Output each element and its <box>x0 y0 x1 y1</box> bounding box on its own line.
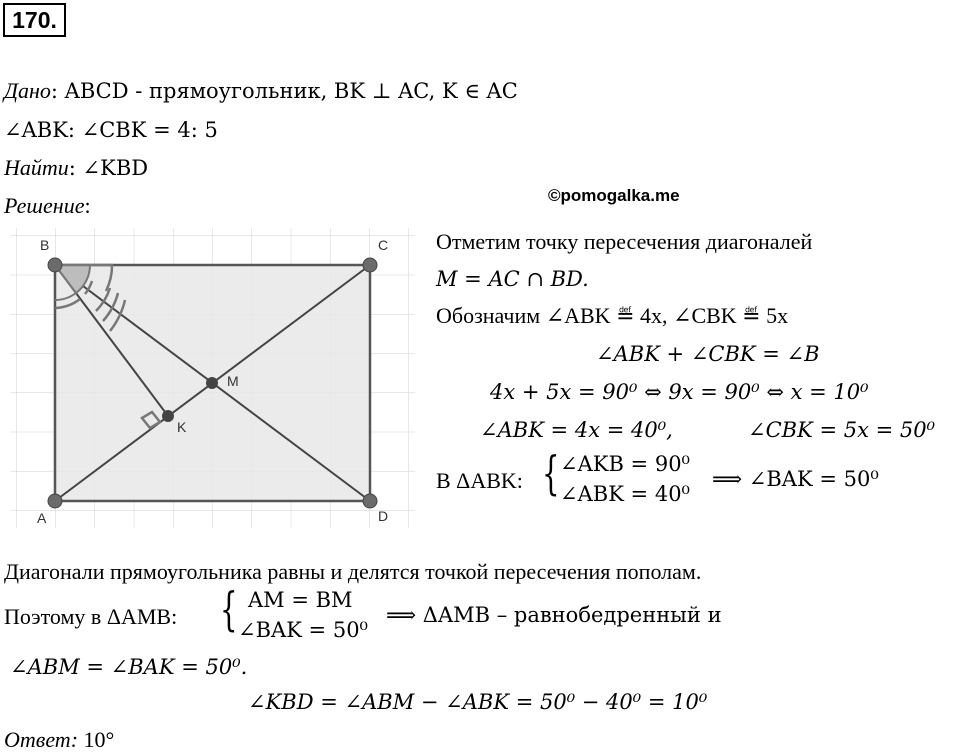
point-a <box>48 494 62 508</box>
label-c: C <box>378 237 389 253</box>
step-7-system <box>542 446 712 512</box>
bottom-line-2-prefix: Поэтому в ΔAMB: <box>4 604 178 629</box>
step-1: Отметим точку пересечения диагоналей <box>436 229 813 254</box>
solution-colon: : <box>84 193 91 218</box>
answer-value: 10° <box>83 727 115 752</box>
point-b <box>48 258 62 272</box>
step-7-sys-line-1: ∠AKB = 90⁰ <box>560 452 690 476</box>
step-7-sys-line-2: ∠ABK = 40⁰ <box>560 482 690 506</box>
point-d <box>363 494 377 508</box>
bottom-line-4: ∠KBD = ∠ABM − ∠ABK = 50⁰ − 40⁰ = 10⁰ <box>248 690 708 714</box>
given-line-1 <box>4 78 518 104</box>
bottom-line-1: Диагонали прямоугольника равны и делятся точкой пересечения пополам. <box>4 559 702 584</box>
label-k: K <box>177 419 187 435</box>
bottom-line-2-result: ⟹ ΔAMB – равнобедренный и <box>386 603 722 627</box>
problem-number: 170. <box>3 3 66 37</box>
answer-line <box>4 727 114 753</box>
step-6b: ∠CBK = 5x = 50⁰ <box>748 418 936 442</box>
find-line <box>4 155 148 181</box>
find-label: Найти <box>4 155 69 180</box>
given-text: : ABCD - прямоугольник, BK ⊥ AC, K ∈ AC <box>50 79 518 103</box>
step-6a: ∠ABK = 4x = 40⁰, <box>480 418 673 442</box>
given-label: Дано <box>4 78 51 103</box>
label-m: M <box>227 373 239 389</box>
step-7-prefix: В ΔABK: <box>436 468 523 493</box>
label-a: A <box>37 510 47 526</box>
solution-heading <box>4 193 91 219</box>
geometry-figure <box>0 222 420 532</box>
brace: { <box>542 446 560 500</box>
answer-label: Ответ: <box>4 727 79 752</box>
point-c <box>363 258 377 272</box>
solution-label: Решение <box>4 193 85 218</box>
find-text: : ∠KBD <box>68 156 149 180</box>
step-5: 4x + 5x = 90⁰ ⇔ 9x = 90⁰ ⇔ x = 10⁰ <box>490 380 869 404</box>
brace: { <box>220 582 238 636</box>
step-3: Обозначим ∠ABK ≝ 4x, ∠CBK ≝ 5x <box>436 303 789 328</box>
bottom-line-3: ∠ABM = ∠BAK = 50⁰. <box>10 655 248 679</box>
step-2: M = AC ∩ BD. <box>436 267 589 291</box>
label-d: D <box>378 508 389 524</box>
label-b: B <box>40 237 50 253</box>
step-4: ∠ABK + ∠CBK = ∠B <box>596 342 820 366</box>
step-7-result: ⟹ ∠BAK = 50⁰ <box>712 467 879 491</box>
bottom-sys-line-2: ∠BAK = 50⁰ <box>238 618 368 642</box>
point-m <box>206 377 218 389</box>
bottom-system <box>220 582 390 648</box>
watermark: ©pomogalka.me <box>548 186 680 205</box>
point-k <box>162 410 174 422</box>
given-line-2: ∠ABK: ∠CBK = 4: 5 <box>4 118 218 142</box>
bottom-sys-line-1: AM = BM <box>248 588 353 612</box>
